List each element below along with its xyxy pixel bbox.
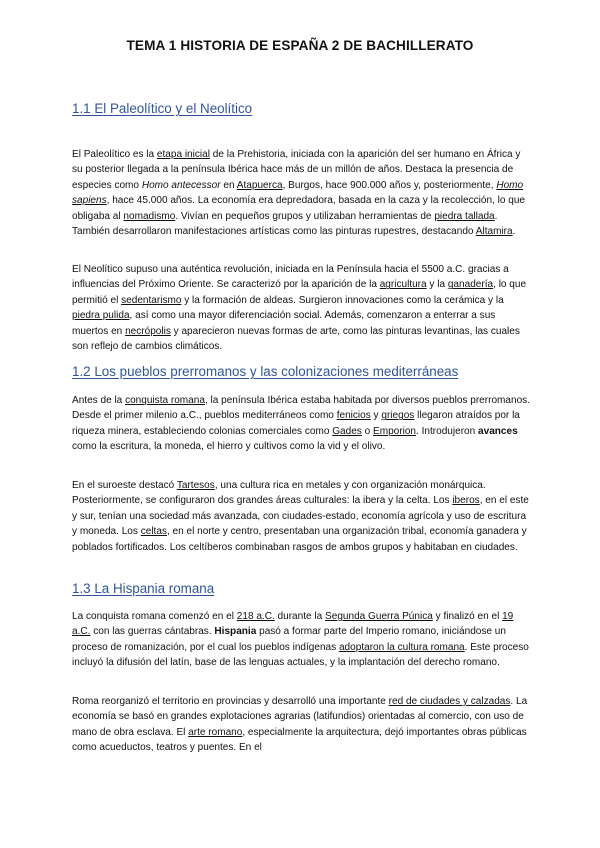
underlined-term: Atapuerca <box>236 179 283 191</box>
underlined-term: etapa inicial <box>156 149 210 160</box>
paragraph <box>72 393 530 455</box>
underlined-term: adoptaron la cultura romana <box>338 641 465 653</box>
text-run: , la península Ibérica estaba habitada por diversos pueblos prerromanos. Desde el primer milenio a.C., pueblos mediterráneos como <box>72 395 530 422</box>
text-run: y la <box>426 279 448 291</box>
underlined-term: Segunda Guerra Púnica <box>325 611 433 622</box>
section-heading-hispania-romana: 1.3 La Hispania romana <box>72 581 215 596</box>
text-run: , lo que permitió el <box>72 279 527 306</box>
text-run: llegaron atraídos por la riqueza minera, estableciendo colonias comerciales como <box>72 410 520 437</box>
text-run: Antes de la <box>72 395 126 406</box>
underlined-term: agricultura <box>379 279 427 291</box>
text-run: en <box>220 179 237 191</box>
underlined-term: arte romano <box>188 726 243 738</box>
text-run: La conquista romana comenzó en el <box>72 611 237 622</box>
text-run: durante la <box>274 611 326 622</box>
underlined-term: fenicios <box>336 410 371 422</box>
bold-term: Hispania <box>214 626 257 638</box>
text-run: El Paleolítico es la <box>72 149 157 160</box>
paragraph <box>72 262 530 354</box>
text-run: o <box>361 425 374 437</box>
text-run: En el suroeste destacó <box>72 480 177 491</box>
bold-term: avances <box>478 425 518 437</box>
text-run: . Este proceso incluyó la difusión del latín, base de las lenguas actuales, y la implantación del derecho romano. <box>72 641 529 669</box>
underlined-term: necrópolis <box>125 325 171 337</box>
text-run: . También desarrollaron manifestaciones artísticas como las pinturas rupestres, destacando <box>72 210 498 238</box>
paragraph <box>72 478 530 555</box>
underlined-term: conquista romana <box>125 395 205 406</box>
text-run: . <box>512 226 516 238</box>
underlined-term: Altamira <box>475 226 513 238</box>
underlined-term: piedra pulida <box>72 310 130 322</box>
underlined-term: 218 a.C. <box>236 611 275 622</box>
underlined-term: sedentarismo <box>121 294 182 306</box>
text-run: y <box>370 410 382 422</box>
underlined-term: Homo sapiens <box>72 179 524 207</box>
underlined-term: piedra tallada <box>434 210 495 222</box>
text-run: y aparecieron nuevas formas de arte, como las pinturas levantinas, las cuales son reflejo de cambios climáticos. <box>72 325 520 353</box>
paragraph <box>72 609 530 671</box>
document-title: TEMA 1 HISTORIA DE ESPAÑA 2 DE BACHILLERATO <box>126 38 474 53</box>
underlined-term: iberos <box>452 495 480 507</box>
text-run: . Vivían en pequeños grupos y utilizaban herramientas de <box>175 210 435 222</box>
underlined-term: celtas <box>140 526 167 538</box>
underlined-term: nomadismo <box>123 210 176 222</box>
underlined-term: ganadería <box>447 279 494 291</box>
text-run: , una cultura rica en metales y con organización monárquica. Posteriormente, se configuraron dos grandes áreas culturales: la ibera y la celta. Los <box>72 480 486 507</box>
text-run: pasó a formar parte del Imperio romano, iniciándose un proceso de romanización, por el cual los pueblos indígenas <box>72 626 506 653</box>
underlined-term: 19 a.C. <box>72 611 514 638</box>
section-heading-pueblos-prerromanos: 1.2 Los pueblos prerromanos y las colonizaciones mediterráneas <box>72 364 459 379</box>
underlined-term: red de ciudades y calzadas <box>388 696 511 707</box>
text-run: , así como una mayor diferenciación social. Además, comenzaron a enterrar a sus muertos en <box>72 310 496 337</box>
text-run: con las guerras cántabras. <box>90 626 215 638</box>
italic-term: Homo antecessor <box>141 179 221 191</box>
text-run: y la formación de aldeas. Surgieron innovaciones como la cerámica y la <box>181 294 504 306</box>
text-run: , hace 45.000 años. La economía era depredadora, basada en la caza y la recolección, lo que obligaba al <box>72 195 525 222</box>
text-run: de la Prehistoria, iniciada con la aparición del ser humano en África y su posterior llegada a la península Ibérica hace más de un millón de años. Destaca la presencia de especies como <box>72 149 521 191</box>
text-run: y finalizó en el <box>432 611 503 622</box>
text-run: Roma reorganizó el territorio en provincias y desarrolló una importante <box>72 696 389 707</box>
underlined-term: Gades <box>332 425 362 437</box>
text-run: , en el este y sur, tenían una sociedad más avanzada, con ciudades-estado, economía agrícola y uso de escritura y moneda. Los <box>72 495 529 538</box>
text-run: , Burgos, hace 900.000 años y, posteriormente, <box>282 179 497 191</box>
underlined-term: Emporion <box>373 425 417 437</box>
underlined-term: griegos <box>381 410 415 422</box>
text-run: . La economía se basó en grandes explotaciones agrarias (latifundios) orientadas al comercio, con uso de mano de obra esclava. El <box>72 696 528 738</box>
paragraph <box>72 147 530 239</box>
text-run: , en el norte y centro, presentaban una organización tribal, economía ganadera y poblados fortificados. Los celtíberos combinaban rasgos de ambos grupos y habitaban en ciudades. <box>72 526 527 553</box>
paragraph <box>72 694 530 756</box>
underlined-term: Tartesos <box>176 480 215 491</box>
text-run: . Introdujeron <box>416 425 479 437</box>
text-run: como la escritura, la moneda, el hierro y cultivos como la vid y el olivo. <box>72 441 386 453</box>
section-heading-paleolitico: 1.1 El Paleolítico y el Neolítico <box>72 101 253 116</box>
text-run: El Neolítico supuso una auténtica revolución, iniciada en la Península hacia el 5500 a.C. gracias a influencias del Próximo Oriente. Se caracterizó por la aparición de la <box>72 264 509 291</box>
text-run: , especialmente la arquitectura, dejó importantes obras públicas como acueductos, teatros y puentes. En el <box>72 726 527 754</box>
